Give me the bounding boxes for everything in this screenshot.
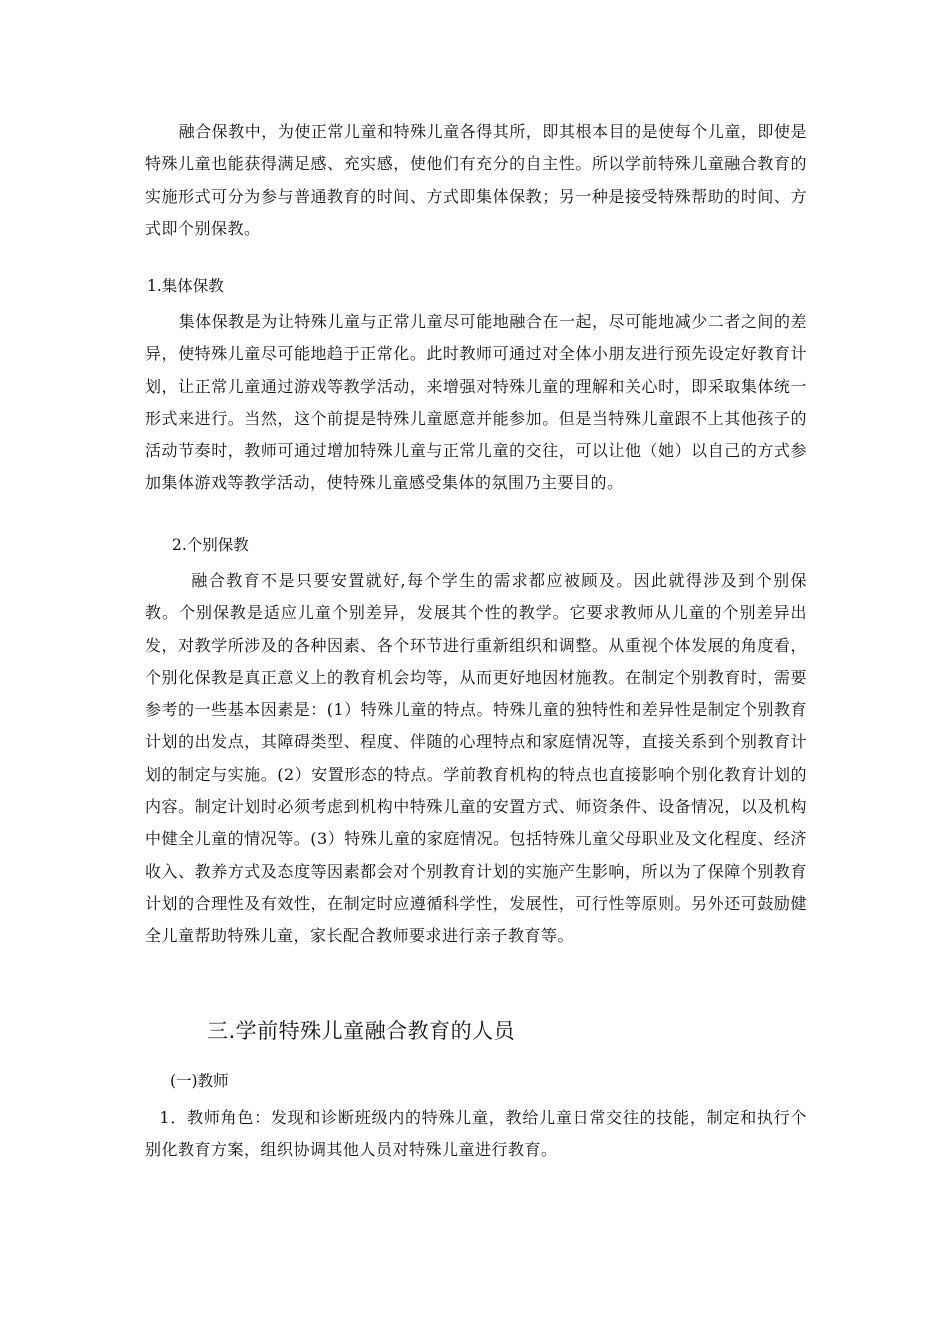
paragraph-teacher-role bbox=[145, 1102, 807, 1167]
section-title: 三.学前特殊儿童融合教育的人员 bbox=[207, 1019, 516, 1043]
paragraph-text: 融合教育不是只要安置就好,每个学生的需求都应被顾及。因此就得涉及到个别保教。个别保教是适应儿童个别差异，发展其个性的教学。它要求教师从儿童的个别差异出发，对教学所涉及的各种因素、各个环节进行重新组织和调整。从重视个体发展的角度看，个别化保教是真正意义上的教育机会均等，从而更好地因材施教。在制定个别教育时，需要参考的一些基本因素是：(1）特殊儿童的特点。特殊儿童的独特性和差异性是制定个别教育计划的出发点，其障碍类型、程度、伴随的心理特点和家庭情况等，直接关系到个别教育计划的制定与实施。(2）安置形态的特点。学前教育机构的特点也直接影响个别化教育计划的内容。制定计划时必须考虑到机构中特殊儿童的安置方式、师资条件、设备情况，以及机构中健全儿童的情况等。(3）特殊儿童的家庭情况。包括特殊儿童父母职业及文化程度、经济收入、教养方式及态度等因素都会对个别教育计划的实施产生影响，所以为了保障个别教育计划的合理性及有效性，在制定时应遵循科学性，发展性，可行性等原则。另外还可鼓励健全儿童帮助特殊儿童，家长配合教师要求进行亲子教育等。 bbox=[145, 571, 807, 946]
paragraph-individual-care bbox=[145, 565, 807, 953]
paragraph-text: 1．教师角色：发现和诊断班级内的特殊儿童，教给儿童日常交往的技能，制定和执行个别化教育方案，组织协调其他人员对特殊儿童进行教育。 bbox=[145, 1108, 807, 1160]
subheading-teacher: (一)教师 bbox=[170, 1072, 229, 1090]
paragraph-group-care bbox=[145, 306, 807, 500]
paragraph-text: 集体保教是为让特殊儿童与正常儿童尽可能地融合在一起，尽可能地减少二者之间的差异，使特殊儿童尽可能地趋于正常化。此时教师可通过对全体小朋友进行预先设定好教育计划，让正常儿童通过游戏等教学活动，来增强对特殊儿童的理解和关心时，即采取集体统一形式来进行。当然，这个前提是特殊儿童愿意并能参加。但是当特殊儿童跟不上其他孩子的活动节奏时，教师可通过增加特殊儿童与正常儿童的交往，可以让他（她）以自己的方式参加集体游戏等教学活动，使特殊儿童感受集体的氛围乃主要目的。 bbox=[145, 312, 807, 493]
paragraph-text: 融合保教中，为使正常儿童和特殊儿童各得其所，即其根本目的是使每个儿童，即使是特殊儿童也能获得满足感、充实感，使他们有充分的自主性。所以学前特殊儿童融合教育的实施形式可分为参与普通教育的时间、方式即集体保教；另一种是接受特殊帮助的时间、方式即个别保教。 bbox=[145, 122, 807, 238]
subheading-individual-care: 2.个别保教 bbox=[172, 536, 249, 554]
subheading-group-care: 1.集体保教 bbox=[147, 277, 224, 295]
paragraph-integrated-care bbox=[145, 116, 807, 245]
